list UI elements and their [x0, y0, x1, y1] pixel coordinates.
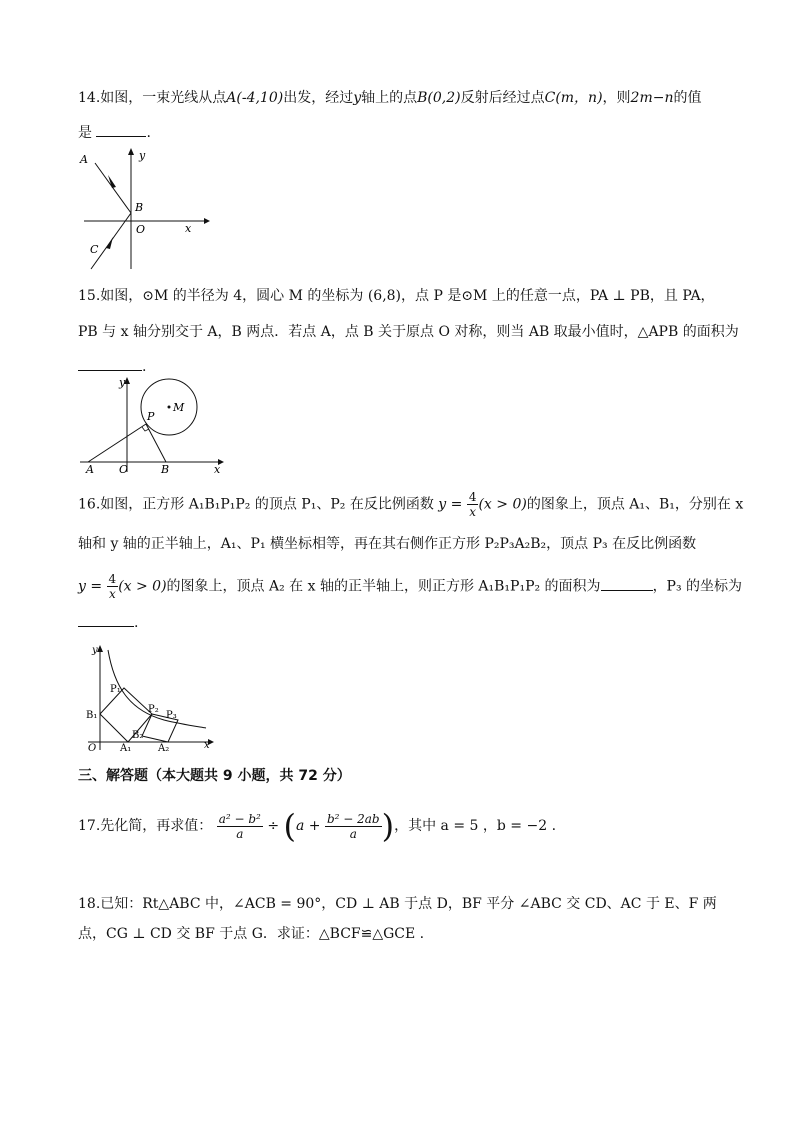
q16-fig-label-b2: B₂: [132, 730, 144, 741]
q15-line2-text: PB 与 x 轴分别交于 A，B 两点．若点 A，点 B 关于原点 O 对称，则当 AB 取最小值时，△APB 的面积为: [78, 324, 739, 340]
q16-fraction: [467, 490, 479, 519]
q15-fig-label-o: O: [119, 463, 129, 474]
q15-line1: [78, 286, 715, 306]
q14-text-d: 反射后经过点: [460, 90, 545, 106]
q14-number: 14.: [78, 90, 101, 106]
q16-frac2-num: 4: [108, 572, 117, 586]
q16-frac-num: 4: [468, 490, 477, 504]
q15-number: 15.: [78, 288, 101, 304]
q14-point-c: C(m，n): [544, 90, 603, 106]
q16-line3b: 的图象上，顶点 A₂ 在 x 轴的正半轴上，则正方形 A₁B₁P₁P₂ 的面积为: [166, 578, 601, 595]
q14-text-f: 的值: [673, 90, 702, 106]
q16-fig-label-p2: P₂: [148, 704, 159, 715]
q17-tail: ，其中 a = 5 ，b = −2 .: [394, 818, 557, 834]
q16-fig-label-a1: A₁: [120, 743, 132, 752]
q15-fig-label-a: A: [86, 463, 94, 474]
q18-line1-text: 已知：Rt△ABC 中，∠ACB = 90°，CD ⊥ AB 于点 D，BF 平分 ∠ABC 交 CD、AC 于 E、F 两: [100, 896, 717, 912]
q14-text-c: 轴上的点: [361, 90, 418, 106]
q15-end: .: [142, 359, 147, 375]
q16-func2: y =: [78, 578, 103, 595]
q16-cond: (x > 0): [478, 496, 527, 513]
q14-text-e: ，则: [602, 90, 631, 106]
q18-line2-text: 点，CG ⊥ CD 交 BF 于点 G．求证：△BCF≌△GCE .: [78, 926, 425, 942]
q14-answer-blank[interactable]: [96, 122, 146, 137]
q14-point-b: B(0,2): [417, 90, 461, 106]
q16-number: 16.: [78, 496, 101, 513]
q14-text-a: 如图，一束光线从点: [100, 90, 227, 106]
q14-fig-label-a: A: [80, 153, 88, 166]
q17-fraction1: [217, 812, 263, 841]
q16-frac-den: x: [469, 505, 477, 519]
q17-line: [78, 806, 556, 846]
q16-fig-label-x: x: [204, 740, 210, 751]
q15-line2: [78, 322, 739, 342]
q18-line2: [78, 924, 424, 944]
section-3-title: 三、解答题（本大题共 9 小题，共 72 分）: [78, 768, 351, 784]
q16-line3c: ，P₃ 的坐标为: [652, 578, 743, 595]
q16-line1a: 如图，正方形 A₁B₁P₁P₂ 的顶点 P₁、P₂ 在反比例函数: [100, 496, 434, 513]
q15-answer-blank[interactable]: [78, 356, 142, 371]
q17-number: 17.: [78, 818, 101, 834]
q15-fig-label-y: y: [119, 376, 126, 389]
q16-line4: [78, 612, 138, 633]
q14-expr: 2m−n: [630, 90, 674, 106]
q15-figure: [78, 372, 228, 474]
q16-fig-label-y: y: [92, 645, 98, 656]
q14-figure: [78, 145, 218, 273]
q14-line2-text: 是: [78, 125, 92, 141]
q16-line2: [78, 534, 696, 554]
q14-fig-label-x: x: [185, 222, 192, 235]
q18-number: 18.: [78, 896, 101, 912]
q17-right-paren: ): [381, 807, 395, 845]
q16-fig-label-p3: P₃: [166, 710, 177, 721]
q17-frac2-den: a: [349, 826, 357, 841]
q14-line1: [78, 88, 701, 108]
q17-frac1-den: a: [236, 826, 244, 841]
q16-frac2-den: x: [108, 587, 116, 601]
q15-fig-label-m: M: [173, 401, 185, 414]
q17-frac2-num: b² − 2ab: [326, 811, 380, 826]
q17-left-paren: (: [283, 807, 296, 845]
q16-fig-label-a2: A₂: [158, 743, 170, 752]
q16-fig-label-b1: B₁: [86, 710, 98, 721]
q17-frac1-num: a² − b²: [218, 811, 261, 826]
q14-text-b: 出发，经过: [283, 90, 354, 106]
q16-end: .: [134, 615, 139, 631]
q16-line3: [78, 572, 742, 601]
q17-fraction2: [325, 812, 382, 841]
q15-fig-label-b: B: [161, 463, 170, 474]
q16-area-blank[interactable]: [601, 576, 653, 591]
q17-inner-a: a +: [295, 818, 321, 834]
q16-func: y =: [438, 496, 463, 513]
q14-fig-label-c: C: [90, 243, 99, 256]
q14-fig-label-o: O: [136, 223, 146, 236]
q17-div: ÷: [267, 818, 280, 834]
q17-text: 先化简，再求值：: [100, 818, 213, 834]
q14-fig-label-b: B: [135, 201, 144, 214]
q16-fraction2: [107, 572, 119, 601]
q16-fig-label-p1: P₁: [110, 684, 121, 695]
q18-line1: [78, 894, 717, 914]
q15-line1-text: 如图，⊙M 的半径为 4，圆心 M 的坐标为 (6,8)，点 P 是⊙M 上的任意一点，PA ⊥ PB，且 PA，: [100, 288, 715, 304]
q14-fig-label-y: y: [139, 149, 146, 162]
q16-cond2: (x > 0): [118, 578, 167, 595]
q14-y-var: y: [353, 90, 362, 106]
q16-figure: [84, 640, 216, 752]
q16-fig-label-o: O: [88, 743, 97, 752]
q15-fig-label-x: x: [214, 463, 221, 474]
q16-line1b: 的图象上，顶点 A₁、B₁，分别在 x: [526, 496, 744, 513]
q14-line2: [78, 122, 151, 143]
q16-line2-text: 轴和 y 轴的正半轴上，A₁、P₁ 横坐标相等，再在其右侧作正方形 P₂P₃A₂B₂，顶点 P₃ 在反比例函数: [78, 536, 697, 552]
q15-fig-label-p: P: [147, 410, 155, 423]
q14-point-a: A(-4,10): [226, 90, 284, 106]
q16-p3-blank[interactable]: [78, 612, 134, 627]
q16-line1: [78, 490, 743, 519]
q14-end: .: [146, 125, 151, 141]
